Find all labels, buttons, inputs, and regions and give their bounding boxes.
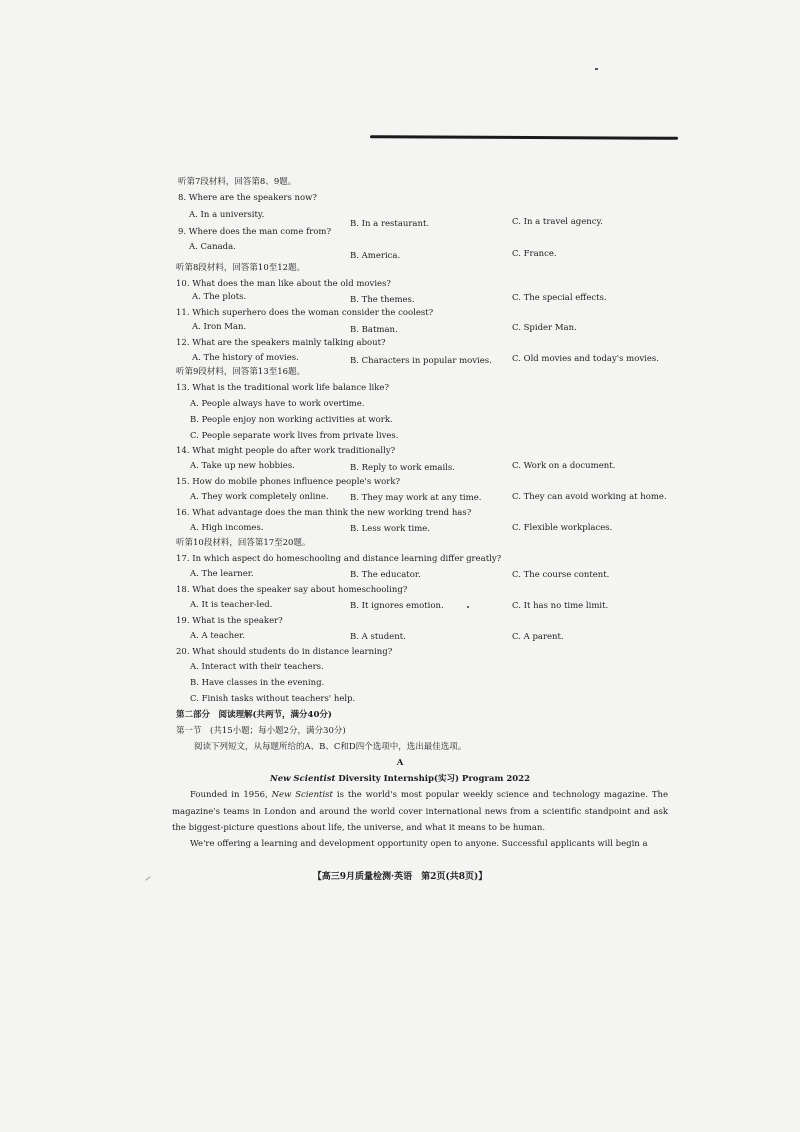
part-heading: 第二部分 阅读理解(共两节，满分40分) xyxy=(176,710,332,720)
passage-paragraph-2: We're offering a learning and development opportunity open to anyone. Successful applicants will begin a xyxy=(190,839,648,849)
option-14c: C. Work on a document. xyxy=(512,461,616,471)
option-20a: A. Interact with their teachers. xyxy=(190,662,324,672)
question-13: 13. What is the traditional work life balance like? xyxy=(176,383,390,393)
option-20c: C. Finish tasks without teachers' help. xyxy=(190,694,356,704)
option-15b: B. They may work at any time. xyxy=(350,493,482,503)
header-rule xyxy=(370,135,678,140)
question-18: 18. What does the speaker say about homeschooling? xyxy=(176,585,408,595)
section-heading: 听第10段材料，回答第17至20题。 xyxy=(176,538,311,548)
option-12a: A. The history of movies. xyxy=(192,353,299,363)
question-20: 20. What should students do in distance learning? xyxy=(176,647,393,657)
option-12c: C. Old movies and today's movies. xyxy=(512,354,659,364)
option-18c: C. It has no time limit. xyxy=(512,601,609,611)
option-19a: A. A teacher. xyxy=(190,631,245,641)
section-heading: 听第9段材料，回答第13至16题。 xyxy=(176,367,306,377)
option-9c: C. France. xyxy=(512,249,557,259)
question-12: 12. What are the speakers mainly talking about? xyxy=(176,338,386,348)
section-heading: 听第8段材料，回答第10至12题。 xyxy=(176,263,306,273)
option-11c: C. Spider Man. xyxy=(512,323,577,333)
option-17c: C. The course content. xyxy=(512,570,610,580)
option-19b: B. A student. xyxy=(350,632,406,642)
option-16b: B. Less work time. xyxy=(350,524,430,534)
option-16a: A. High incomes. xyxy=(190,523,264,533)
option-20b: B. Have classes in the evening. xyxy=(190,678,325,688)
option-11a: A. Iron Man. xyxy=(192,322,247,332)
option-9b: B. America. xyxy=(350,251,401,261)
question-9: 9. Where does the man come from? xyxy=(178,227,332,237)
question-17: 17. In which aspect do homeschooling and distance learning differ greatly? xyxy=(176,554,502,564)
option-13c: C. People separate work lives from private lives. xyxy=(190,431,399,441)
option-8b: B. In a restaurant. xyxy=(350,219,430,229)
question-16: 16. What advantage does the man think the new working trend has? xyxy=(176,508,472,518)
p1-text: Founded in 1956, xyxy=(190,790,272,800)
option-15a: A. They work completely online. xyxy=(190,492,329,502)
question-11: 11. Which superhero does the woman consider the coolest? xyxy=(176,308,434,318)
option-9a: A. Canada. xyxy=(189,242,236,252)
title-rest: Diversity Internship(实习) Program 2022 xyxy=(335,774,531,784)
option-16c: C. Flexible workplaces. xyxy=(512,523,613,533)
passage-letter: A xyxy=(396,758,404,768)
question-10: 10. What does the man like about the old movies? xyxy=(176,279,391,289)
option-17b: B. The educator. xyxy=(350,570,421,580)
option-15c: C. They can avoid working at home. xyxy=(512,492,667,502)
instructions: 阅读下列短文，从每题所给的A、B、C和D四个选项中，选出最佳选项。 xyxy=(194,742,467,752)
question-8: 8. Where are the speakers now? xyxy=(178,193,317,203)
section-heading: 听第7段材料，回答第8、9题。 xyxy=(178,177,297,187)
section-1-heading: 第一节 (共15小题；每小题2分，满分30分) xyxy=(176,726,346,736)
option-19c: C. A parent. xyxy=(512,632,564,642)
scan-dot xyxy=(595,68,598,70)
option-17a: A. The learner. xyxy=(190,569,254,579)
option-13b: B. People enjoy non working activities at work. xyxy=(190,415,393,425)
option-18a: A. It is teacher-led. xyxy=(190,600,273,610)
option-13a: A. People always have to work overtime. xyxy=(190,399,365,409)
option-10c: C. The special effects. xyxy=(512,293,607,303)
option-12b: B. Characters in popular movies. xyxy=(350,356,492,366)
option-11b: B. Batman. xyxy=(350,325,398,335)
magazine-name: New Scientist xyxy=(269,774,336,784)
option-14b: B. Reply to work emails. xyxy=(350,463,455,473)
option-10b: B. The themes. xyxy=(350,295,415,305)
option-18b: B. It ignores emotion. xyxy=(350,601,444,611)
question-19: 19. What is the speaker? xyxy=(176,616,283,626)
passage-paragraph-1 xyxy=(172,787,668,837)
option-14a: A. Take up new hobbies. xyxy=(190,461,295,471)
option-8a: A. In a university. xyxy=(189,210,265,220)
passage-title xyxy=(0,773,800,785)
question-15: 15. How do mobile phones influence people's work? xyxy=(176,477,401,487)
page-footer: 【高三9月质量检测·英语 第2页(共8页)】 xyxy=(312,872,488,882)
option-8c: C. In a travel agency. xyxy=(512,217,603,227)
p1-text-rest: is the world's most popular weekly science and technology magazine. The magazine's teams in London and around the world cover international news from a scientific standpoint and ask the biggest-picture questions about life, the universe, and what it means to be human. xyxy=(172,790,669,833)
option-10a: A. The plots. xyxy=(192,292,247,302)
question-14: 14. What might people do after work traditionally? xyxy=(176,446,396,456)
p1-magazine: New Scientist xyxy=(271,790,333,800)
scan-dot xyxy=(467,606,469,608)
